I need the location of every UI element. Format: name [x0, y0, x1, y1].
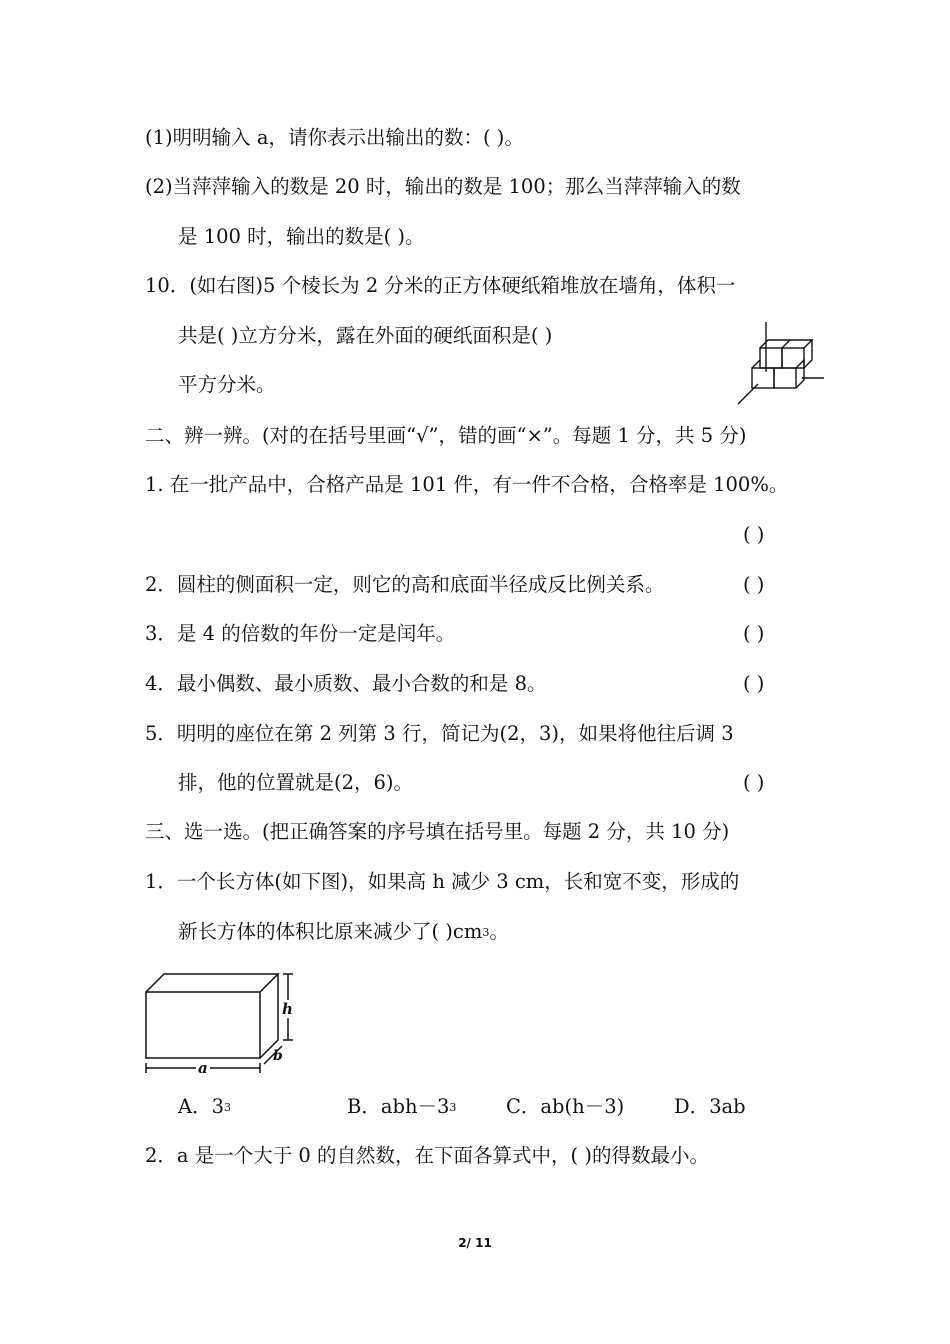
section3-q1-line2 — [178, 922, 509, 942]
q1-line2-exponent: 3 — [482, 926, 490, 939]
stacked-cubes-figure — [732, 318, 828, 410]
cuboid-label-h: h — [282, 1000, 293, 1018]
option-d[interactable]: D．3ab — [674, 1095, 746, 1118]
section3-q1-line1: 1．一个长方体(如下图)，如果高 h 减少 3 cm，长和宽不变，形成的 — [145, 870, 740, 893]
section3-heading: 三、选一选。(把正确答案的序号填在括号里。每题 2 分，共 10 分) — [145, 820, 730, 843]
q9-part1: (1)明明输入 a，请你表示出输出的数：( )。 — [145, 126, 524, 149]
option-b-text: B．abh－3 — [347, 1095, 450, 1118]
cuboid-drawing — [140, 968, 310, 1080]
cuboid-label-a: a — [198, 1059, 208, 1077]
option-b[interactable] — [347, 1097, 456, 1117]
answer-bracket-5[interactable]: ( ) — [743, 771, 765, 794]
section2-item-2: 2．圆柱的侧面积一定，则它的高和底面半径成反比例关系。 — [145, 573, 665, 596]
answer-bracket-2[interactable]: ( ) — [743, 573, 765, 596]
section2-item-3: 3．是 4 的倍数的年份一定是闰年。 — [145, 622, 456, 645]
q9-part2-line2: 是 100 时，输出的数是( )。 — [178, 225, 425, 248]
q10-line1: 10．(如右图)5 个棱长为 2 分米的正方体硬纸箱堆放在墙角，体积一 — [145, 274, 736, 297]
option-c[interactable]: C．ab(h－3) — [506, 1095, 625, 1118]
cuboid-figure — [140, 968, 310, 1080]
section2-item-4: 4．最小偶数、最小质数、最小合数的和是 8。 — [145, 672, 547, 695]
section2-heading: 二、辨一辨。(对的在括号里画“√”，错的画“×”。每题 1 分，共 5 分) — [145, 424, 747, 447]
section2-item-5-line2: 排，他的位置就是(2，6)。 — [178, 771, 414, 794]
cuboid-label-b: b — [273, 1048, 283, 1064]
q9-part2-line1: (2)当萍萍输入的数是 20 时，输出的数是 100；那么当萍萍输入的数 — [145, 175, 741, 198]
section3-q2: 2．a 是一个大于 0 的自然数，在下面各算式中，( )的得数最小。 — [145, 1144, 709, 1167]
option-a-exponent: 3 — [224, 1101, 231, 1114]
answer-bracket-1[interactable]: ( ) — [743, 523, 765, 546]
answer-bracket-3[interactable]: ( ) — [743, 622, 765, 645]
option-a-text: A．3 — [178, 1095, 224, 1118]
option-a[interactable] — [178, 1097, 231, 1117]
q1-line2-end: 。 — [489, 920, 509, 943]
option-b-exponent: 3 — [449, 1101, 457, 1114]
page-number: 2/ 11 — [458, 1236, 492, 1250]
q1-line2-text: 新长方体的体积比原来减少了( )cm — [178, 920, 483, 943]
q10-line3: 平方分米。 — [178, 373, 276, 396]
answer-bracket-4[interactable]: ( ) — [743, 672, 765, 695]
q10-line2: 共是( )立方分米，露在外面的硬纸面积是( ) — [178, 324, 553, 347]
section2-item-1: 1. 在一批产品中，合格产品是 101 件，有一件不合格，合格率是 100%。 — [145, 473, 789, 496]
section2-item-5-line1: 5．明明的座位在第 2 列第 3 行，简记为(2，3)，如果将他往后调 3 — [145, 722, 734, 745]
